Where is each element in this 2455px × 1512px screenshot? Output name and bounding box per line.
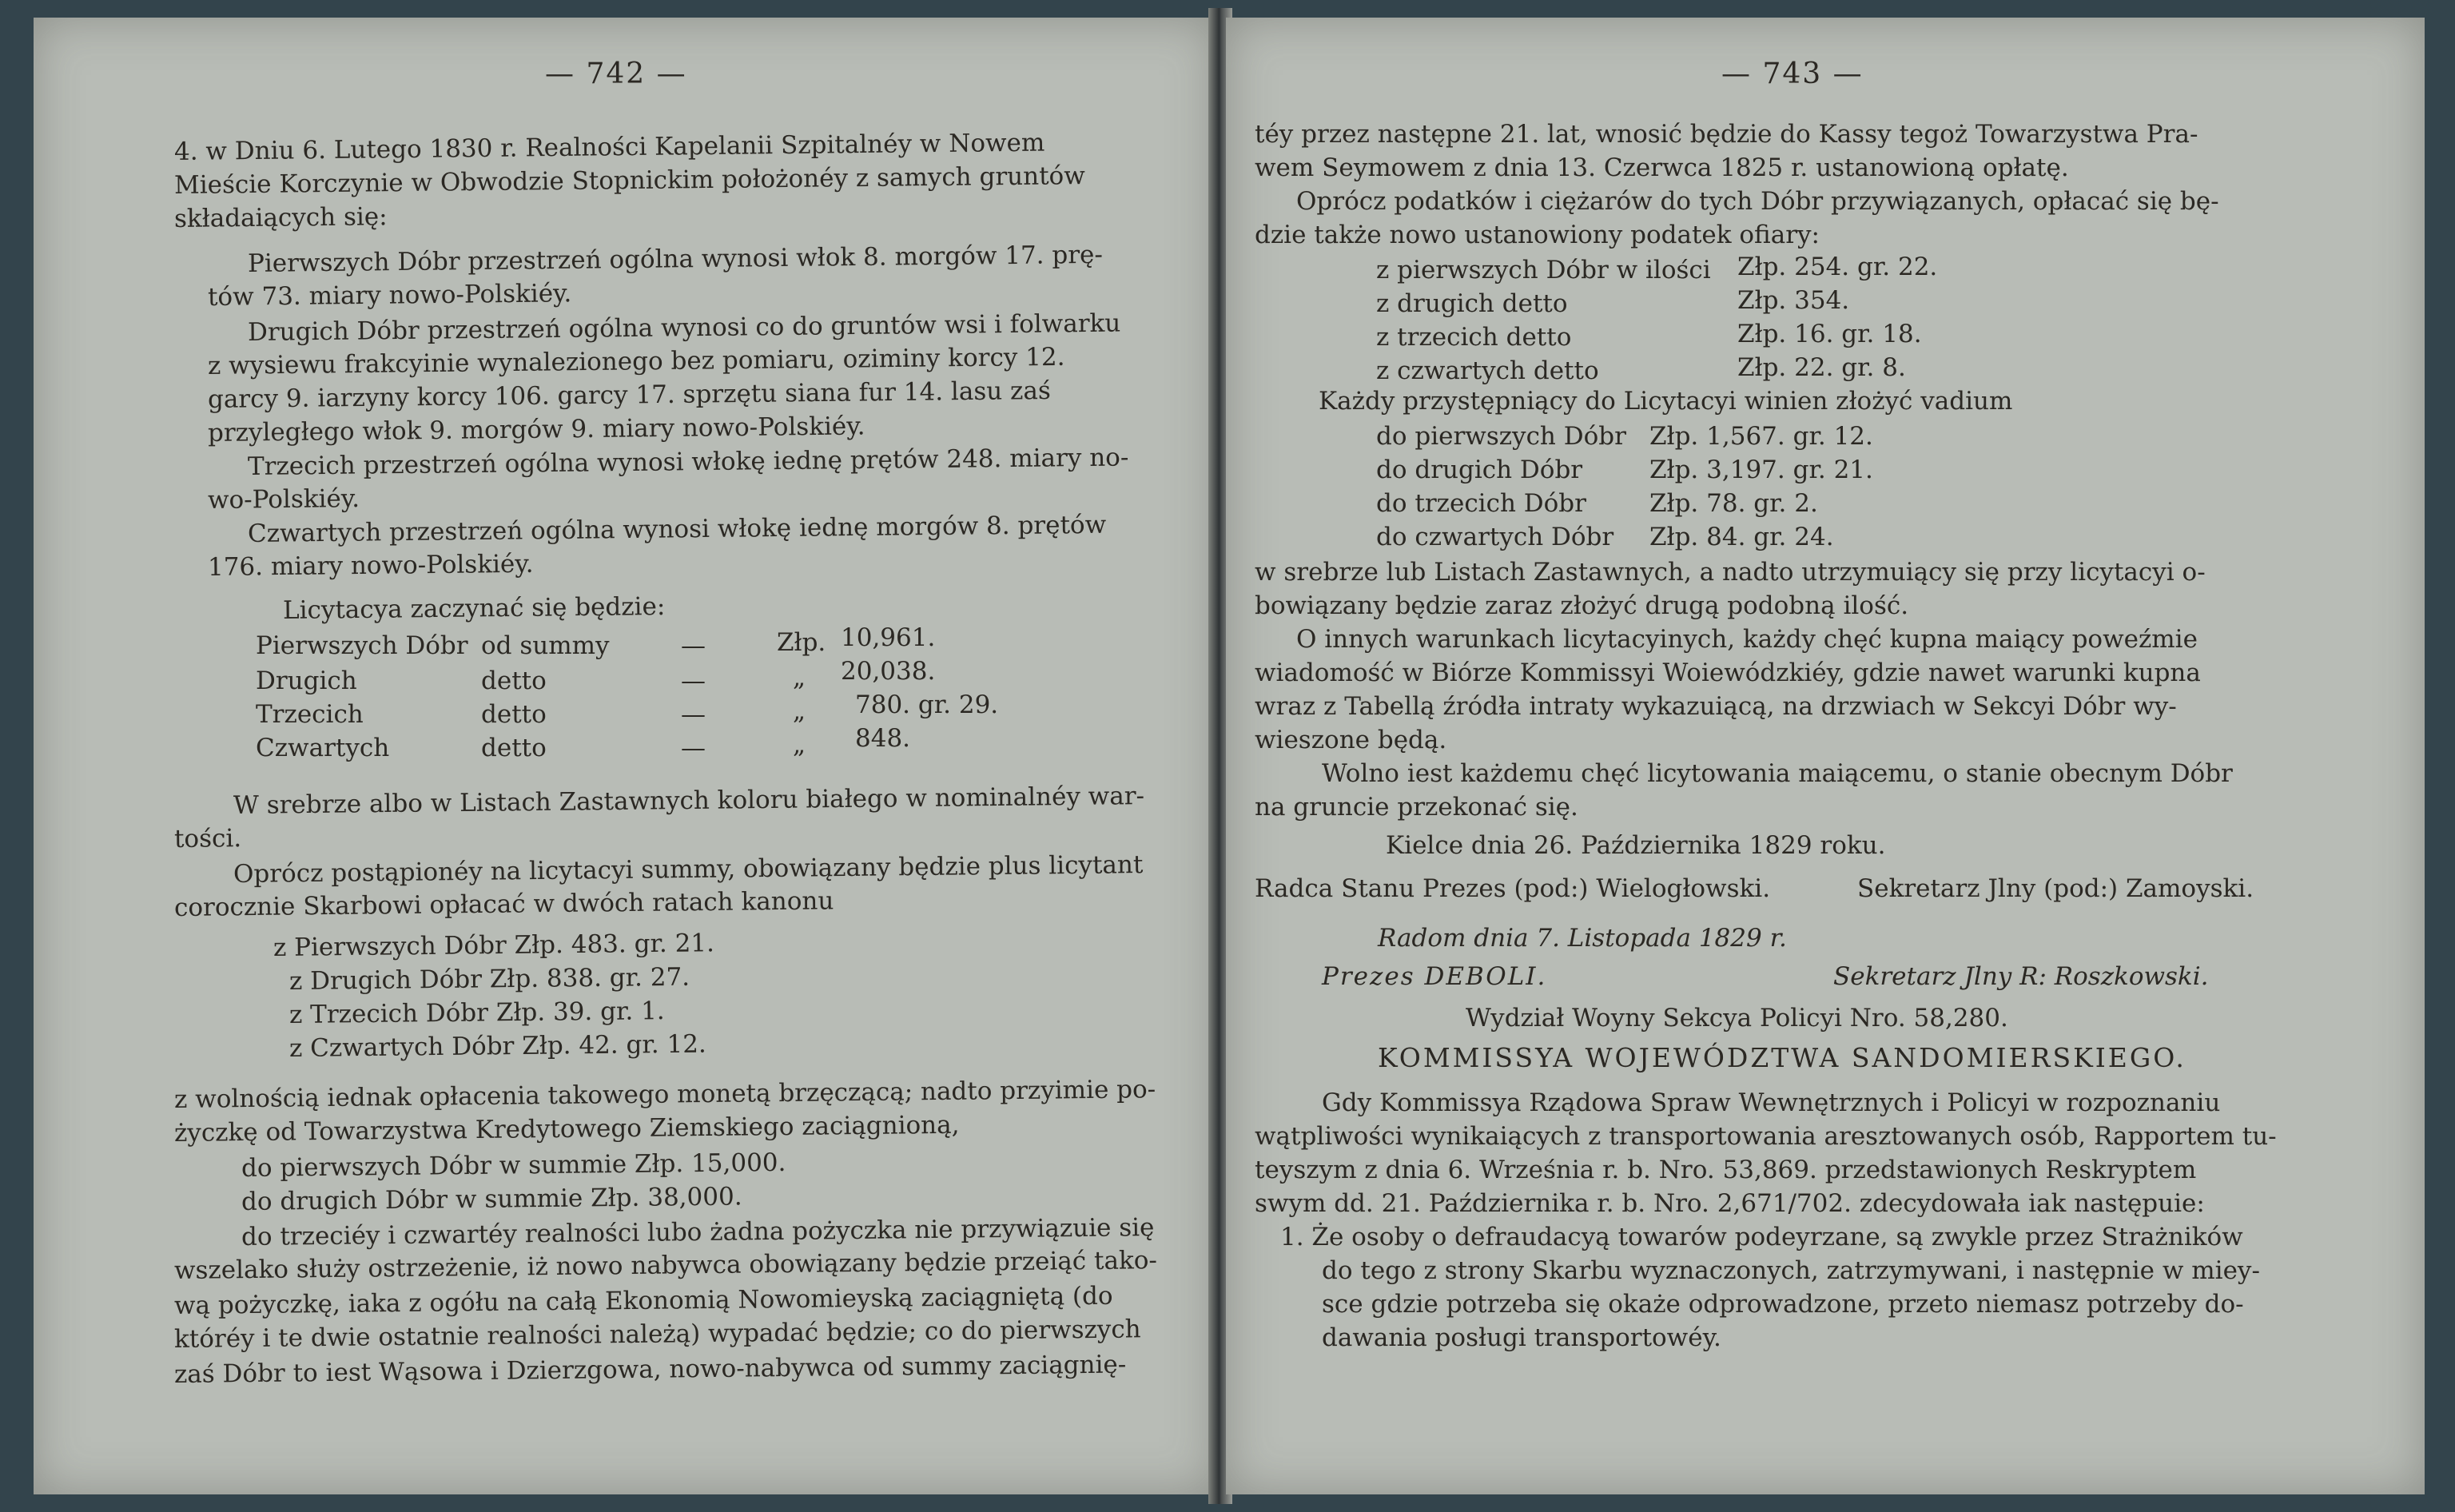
text-line: tości.	[173, 824, 242, 853]
tax-value: Złp. 16. gr. 18.	[1737, 320, 1922, 348]
auction-amount: 848.	[855, 724, 911, 753]
text-line: wątpliwości wynikaiących z transportowania aresztowanych osób, Rapportem tu-	[1255, 1122, 2277, 1151]
auction-amount: 780. gr. 29.	[855, 690, 999, 719]
text-line: dzie także nowo ustanowiony podatek ofiary:	[1255, 221, 1820, 249]
sekretarz-signature: Sekretarz Jlny R: Roszkowski.	[1833, 962, 2209, 991]
text-line: corocznie Skarbowi opłacać w dwóch ratach kanonu	[173, 886, 834, 922]
text-line: wiadomość w Biórze Kommissyi Woiewódzkiéy, gdzie nawet warunki kupna	[1255, 659, 2201, 687]
text-line: któréy i te dwie ostatnie realności należą) wypadać będzie; co do pierwszych	[173, 1315, 1141, 1354]
text-line: Pierwszych Dóbr przestrzeń ogólna wynosi włok 8. morgów 17. prę-	[247, 240, 1104, 278]
text-line: Oprócz podatków i ciężarów do tych Dóbr przywiązanych, opłacać się bę-	[1296, 187, 2219, 216]
text-line: teyszym z dnia 6. Września r. b. Nro. 53,869. przedstawionych Reskryptem	[1255, 1156, 2197, 1184]
text-line: przyległego włok 9. morgów 9. miary nowo-Polskiéy.	[207, 412, 865, 448]
canon-row: z Pierwszych Dóbr Złp. 483. gr. 21.	[273, 929, 715, 962]
text-line: 4. w Dniu 6. Lutego 1830 r. Realności Kapelanii Szpitalnéy w Nowem	[173, 128, 1045, 166]
text-line: wszelako służy ostrzeżenie, iż nowo nabywca obowiązany będzie przeiąć tako-	[173, 1246, 1158, 1285]
text-line: swym dd. 21. Października r. b. Nro. 2,671/702. zdecydowała iak następuie:	[1255, 1189, 2205, 1218]
section-heading: KOMMISSYA WOJEWÓDZTWA SANDOMIERSKIEGO.	[1378, 1042, 2186, 1073]
canon-row: z Czwartych Dóbr Złp. 42. gr. 12.	[288, 1029, 706, 1063]
tax-value: Złp. 22. gr. 8.	[1737, 353, 1906, 382]
signature-left: Radca Stanu Prezes (pod:) Wielogłowski.	[1255, 874, 1771, 903]
text-line: tów 73. miary nowo-Polskiéy.	[207, 279, 572, 312]
auction-intro: Licytacya zaczynać się będzie:	[282, 591, 666, 625]
text-line: składaiących się:	[173, 202, 388, 233]
vadium-label: do czwartych Dóbr	[1376, 523, 1614, 551]
tax-label: z pierwszych Dóbr w ilości	[1376, 256, 1711, 284]
section-line: Wydział Woyny Sekcya Policyi Nro. 58,280.	[1466, 1004, 2008, 1033]
vadium-value: Złp. 1,567. gr. 12.	[1649, 422, 1873, 451]
vadium-value: Złp. 78. gr. 2.	[1649, 489, 1818, 518]
tax-label: z drugich detto	[1376, 289, 1568, 318]
tax-label: z trzecich detto	[1376, 323, 1572, 352]
text-line: do tego z strony Skarbu wyznaczonych, zatrzymywani, i następnie w miey-	[1322, 1256, 2260, 1285]
tax-value: Złp. 254. gr. 22.	[1737, 253, 1938, 281]
page-number: — 742 —	[545, 58, 687, 90]
text-line: garcy 9. iarzyny korcy 106. garcy 17. sprzętu siana fur 14. lasu zaś	[207, 376, 1051, 414]
signature-right: Sekretarz Jlny (pod:) Zamoyski.	[1857, 874, 2254, 903]
auction-detail: detto	[481, 666, 547, 695]
auction-detail: detto	[481, 734, 547, 762]
place-date: Radom dnia 7. Listopada 1829 r.	[1378, 924, 1787, 953]
text-line: wo-Polskiéy.	[207, 484, 360, 515]
left-page	[34, 18, 1216, 1494]
auction-detail: detto	[481, 700, 547, 729]
auction-label: Drugich	[256, 666, 357, 695]
text-line: Czwartych przestrzeń ogólna wynosi włokę iednę morgów 8. prętów	[247, 510, 1107, 548]
text-line: bowiązany będzie zaraz złożyć drugą podobną ilość.	[1255, 591, 1909, 620]
auction-currency: Złp.	[777, 628, 826, 657]
right-page	[1226, 18, 2425, 1494]
text-line: téy przez następne 21. lat, wnosić będzie do Kassy tegoż Towarzystwa Pra-	[1255, 120, 2198, 149]
auction-dash: —	[681, 734, 706, 762]
text-line: sce gdzie potrzeba się okaże odprowadzone, przeto niemasz potrzeby do-	[1322, 1290, 2244, 1319]
page-number: — 743 —	[1721, 58, 1864, 90]
text-line: wem Seymowem z dnia 13. Czerwca 1825 r. ustanowioną opłatę.	[1255, 153, 2069, 182]
text-line: do drugich Dóbr w summie Złp. 38,000.	[241, 1182, 742, 1216]
vadium-label: do pierwszych Dóbr	[1376, 422, 1626, 451]
tax-value: Złp. 354.	[1737, 286, 1850, 315]
text-line: Gdy Kommissya Rządowa Spraw Wewnętrznych i Policyi w rozpoznaniu	[1322, 1088, 2221, 1117]
text-line: wieszone będą.	[1255, 726, 1447, 754]
vadium-value: Złp. 84. gr. 24.	[1649, 523, 1834, 551]
vadium-value: Złp. 3,197. gr. 21.	[1649, 456, 1873, 484]
auction-amount: 20,038.	[841, 657, 936, 686]
text-line: Drugich Dóbr przestrzeń ogólna wynosi co do gruntów wsi i folwarku	[247, 308, 1121, 347]
auction-currency: „	[793, 697, 806, 726]
tax-label: z czwartych detto	[1376, 356, 1599, 385]
auction-currency: „	[793, 730, 806, 759]
text-line: z wolnością iednak opłacenia takowego monetą brzęczącą; nadto przyimie po-	[173, 1075, 1156, 1114]
text-line: Mieście Korczynie w Obwodzie Stopnickim położonéy z samych gruntów	[173, 161, 1085, 200]
text-line: na gruncie przekonać się.	[1255, 793, 1578, 822]
text-line: W srebrze albo w Listach Zastawnych koloru białego w nominalnéy war-	[233, 782, 1145, 820]
text-line: do pierwszych Dóbr w summie Złp. 15,000.	[241, 1148, 786, 1183]
auction-currency: „	[793, 663, 806, 692]
text-line: życzkę od Towarzystwa Kredytowego Ziemskiego zaciągnioną,	[173, 1110, 960, 1148]
text-line: w srebrze lub Listach Zastawnych, a nadto utrzymuiący się przy licytacyi o-	[1255, 558, 2206, 587]
auction-dash: —	[681, 666, 706, 695]
text-line: Oprócz postąpionéy na licytacyi summy, obowiązany będzie plus licytant	[233, 850, 1144, 889]
auction-dash: —	[681, 631, 706, 660]
prezes-signature: Prezes DEBOLI.	[1322, 962, 1547, 991]
vadium-label: do drugich Dóbr	[1376, 456, 1583, 484]
text-line: 176. miary nowo-Polskiéy.	[207, 549, 534, 582]
vadium-intro: Każdy przystępniący do Licytacyi winien złożyć vadium	[1319, 387, 2013, 416]
auction-label: Czwartych	[256, 734, 390, 762]
text-line: wą pożyczkę, iaka z ogółu na całą Ekonomią Nowomieyską zaciągniętą (do	[173, 1281, 1113, 1320]
auction-amount: 10,961.	[841, 623, 936, 652]
text-line: do trzeciéy i czwartéy realności lubo żadna pożyczka nie przywiązuie się	[241, 1213, 1155, 1251]
vadium-label: do trzecich Dóbr	[1376, 489, 1586, 518]
date-line: Kielce dnia 26. Października 1829 roku.	[1386, 831, 1886, 860]
text-line: dawania posługi transportowéy.	[1322, 1323, 1721, 1352]
canon-row: z Drugich Dóbr Złp. 838. gr. 27.	[288, 962, 690, 996]
text-line: zaś Dóbr to iest Wąsowa i Dzierzgowa, nowo-nabywca od summy zaciągnię-	[173, 1350, 1127, 1389]
auction-dash: —	[681, 700, 706, 729]
canon-row: z Trzecich Dóbr Złp. 39. gr. 1.	[288, 997, 665, 1029]
text-line: wraz z Tabellą źródła intraty wykazuiącą, na drzwiach w Sekcyi Dóbr wy-	[1255, 692, 2177, 721]
text-line: Trzecich przestrzeń ogólna wynosi włokę iednę prętów 248. miary no-	[247, 443, 1129, 481]
auction-label: Trzecich	[256, 700, 364, 729]
auction-detail: od summy	[481, 631, 610, 660]
text-line: z wysiewu frakcyinie wynalezionego bez pomiaru, oziminy korcy 12.	[207, 342, 1065, 380]
text-line: 1. Że osoby o defraudacyą towarów podeyrzane, są zwykle przez Strażników	[1280, 1223, 2243, 1251]
auction-label: Pierwszych Dóbr	[256, 631, 468, 660]
text-line: Wolno iest każdemu chęć licytowania maiącemu, o stanie obecnym Dóbr	[1322, 759, 2233, 788]
text-line: O innych warunkach licytacyinych, każdy chęć kupna maiący poweźmie	[1296, 625, 2198, 654]
